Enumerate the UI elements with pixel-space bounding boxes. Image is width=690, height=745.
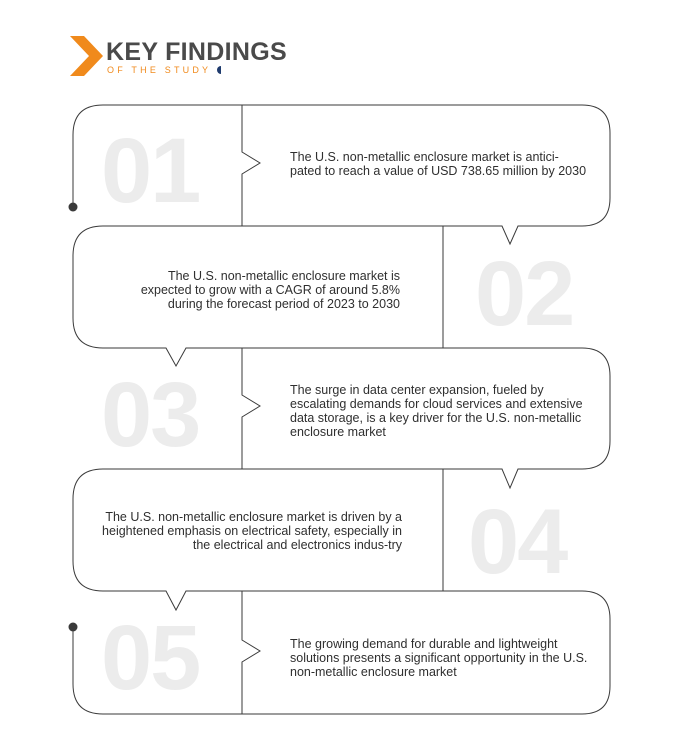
finding-number-01: 01 [101, 120, 200, 222]
page-subtitle: OF THE STUDY [107, 65, 212, 75]
finding-text-02: The U.S. non-metallic enclosure market is expected to grow with a CAGR of around 5.8% during the forecast period of 2023 to 2030 [140, 269, 400, 311]
finding-number-02: 02 [475, 243, 574, 345]
start-dot [69, 203, 78, 212]
end-dot [69, 623, 78, 632]
finding-text-04: The U.S. non-metallic enclosure market is driven by a heightened emphasis on electrical safety, especially in the electrical and electronics indus-try [102, 510, 402, 552]
page-title: KEY FINDINGS [106, 38, 287, 66]
finding-number-05: 05 [101, 607, 200, 709]
finding-text-01: The U.S. non-metallic enclosure market is antici-pated to reach a value of USD 738.65 million by 2030 [290, 150, 587, 178]
finding-number-04: 04 [468, 491, 567, 593]
finding-number-03: 03 [101, 364, 200, 466]
finding-text-05: The growing demand for durable and lightweight solutions presents a significant opportunity in the U.S. non-metallic enclosure market [290, 637, 588, 679]
finding-text-03: The surge in data center expansion, fueled by escalating demands for cloud services and extensive data storage, is a key driver for the U.S. non-metallic enclosure market [290, 383, 583, 439]
